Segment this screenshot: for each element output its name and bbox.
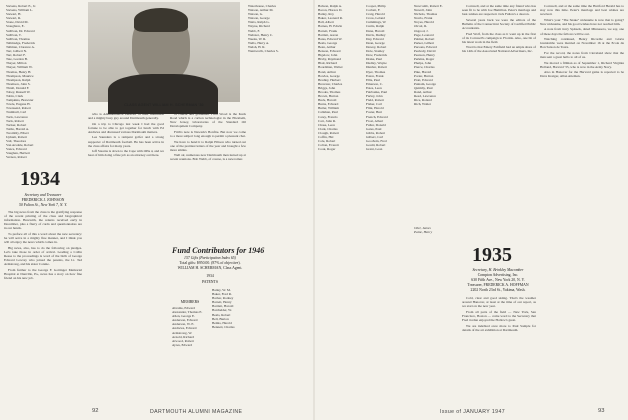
fund-contributor-name: Anderson, W. E. bbox=[172, 322, 195, 327]
fund-contributor-name: Atwood, Robert bbox=[172, 338, 194, 343]
contributor-name: Thrall, Donald F. bbox=[6, 85, 30, 90]
article-paragraph: Frith's note is Newark's Bonfire. But now we come to a more subject long enough to permit a pleasant chat. bbox=[170, 129, 246, 138]
contributor-name: Gibbs, Robert bbox=[366, 130, 386, 135]
contributor-name: Brewster, Charles bbox=[318, 81, 343, 86]
fund-contributor-name: Anderson, Edward bbox=[172, 318, 198, 323]
contributor-name: Bean, Arthur bbox=[318, 44, 336, 49]
contributor-name: Drake, Paul bbox=[366, 57, 383, 62]
contributor-name: Trumbull, Carl bbox=[6, 110, 27, 115]
article-paragraph: A note from Jerry Spitaels, dated Minnesota, we say, one of these days the fellows will be out. bbox=[540, 27, 624, 36]
contributor-name: Phelps, John bbox=[414, 61, 432, 66]
contributor-name: Barrett, Frank bbox=[318, 28, 338, 33]
contributor-name: Watson, G. bbox=[248, 12, 264, 17]
contributor-name: Cooper, Philip bbox=[366, 4, 386, 8]
contributor-name: Thomson, John S. bbox=[6, 81, 31, 86]
portrait-photo bbox=[88, 2, 240, 102]
contributor-name: Watson, Arthur M. bbox=[248, 8, 274, 13]
contributor-name: Tuck, Robert bbox=[6, 118, 24, 123]
article-paragraph: Big news, also, has to do the following on pledges. Let's take those in order of arrival. Leading a Collin Reese to the proceedings is word of the birth of George Edward Lowrey who joined the parents, the Lt. Ted Armstrong, and his sister Connie. bbox=[4, 245, 82, 267]
contributor-name: Clough, Robert bbox=[318, 130, 339, 135]
article-paragraph: Watching continued, Henry Ricordie and Gloria Gianlombo were married on November 16 at the Ecole du Bon Saison de Tours. bbox=[540, 37, 624, 50]
contributor-name: Palmer, Robert bbox=[414, 36, 435, 41]
contributor-name: Briggs, John bbox=[318, 85, 336, 90]
contributor-name: Parsons, Edward bbox=[414, 44, 437, 49]
article-paragraph: Also in Hanover for the Harvard game is reported to be Dave Kreiger, Allan Atteman. bbox=[540, 70, 624, 79]
article-paragraph: Word is that Emery Fairfield had an ample share of his 14th of the Associated National Advertisers, Inc. bbox=[462, 45, 536, 54]
fund-names-a bbox=[172, 306, 208, 404]
fund-contributor-name: Alexander, Thomas E. bbox=[172, 310, 203, 315]
contributor-name: Dole, Stanley bbox=[366, 49, 385, 54]
page-number-left: 92 bbox=[92, 408, 99, 414]
contributor-name: Watts, Ralph G. bbox=[248, 20, 270, 25]
article-column-left-4 bbox=[248, 80, 310, 404]
contributor-name: Clark, Charles bbox=[318, 126, 338, 131]
article-column-left-3 bbox=[170, 112, 246, 232]
contributor-name: Dow, Frederick bbox=[366, 53, 388, 58]
contributor-name: Butler, William bbox=[318, 106, 339, 111]
contributor-name: Bailey, Roy bbox=[318, 12, 334, 17]
fund-contributor-name: Ayres, Edward bbox=[172, 342, 193, 347]
contributor-name: Putnam, George bbox=[414, 81, 436, 86]
contributor-name: Tompkins, Brewster bbox=[6, 98, 34, 103]
contributor-name: Colton, Everett bbox=[318, 143, 339, 148]
contributor-name: Newcomb, Robert E. bbox=[414, 4, 443, 8]
memoriam-name: Ober, James bbox=[414, 226, 431, 230]
contributor-name: Frost, Albert bbox=[366, 118, 384, 123]
fund-contributor-name: Baker, Fred R. bbox=[212, 292, 232, 297]
contributor-name: Emerson, C. bbox=[366, 81, 383, 86]
article-paragraph: Cornwell, and at the same time the Hartford Herald has to stay now this time. Peter's marriage and best wishes are received. bbox=[540, 4, 624, 17]
contributor-name: Chase, Leon bbox=[318, 122, 335, 127]
contributor-name: Bartlett, Aaron bbox=[318, 32, 339, 37]
contributor-name: Rich, Walter bbox=[414, 102, 431, 107]
contributor-name: Bond, Arthur bbox=[318, 69, 336, 74]
memoriam-name: Paine, Henry bbox=[414, 230, 433, 235]
contributor-name: Sullivan, T. bbox=[6, 32, 22, 37]
contributor-name: Stevens, William L. bbox=[6, 8, 33, 13]
contributor-name: Field, Robert bbox=[366, 98, 384, 103]
contributor-name: Callahan, Paul bbox=[318, 110, 338, 115]
contributor-name: Sullivan, Dr. Edward bbox=[6, 28, 35, 33]
article-paragraph: For the record, the notes from Cleveland show that the man sent a great hello to all of us. bbox=[540, 50, 624, 60]
class-secretary-name: FREDERICK J. JOHNSON bbox=[21, 198, 65, 202]
article-paragraph: Cornwell, and at the same time any friend who has seen fit to be with Joe Hamilton. Peter's marriage and best-wishes are respected. Jack Fulton's a deacon. bbox=[462, 4, 536, 17]
contributor-name: Osgood, J. bbox=[414, 28, 429, 33]
fund-agent: WILLIAM H. SCHERMAN, Class Agent. bbox=[177, 266, 243, 270]
contributor-name: Thayer, Milton bbox=[6, 61, 27, 66]
patents-label: PATENTS bbox=[202, 280, 218, 284]
fund-contributor-name: Bell, Burton bbox=[212, 316, 229, 321]
contributor-name: Van Arsdale, Robert bbox=[6, 143, 34, 148]
contributor-list-right-2 bbox=[366, 4, 412, 408]
memoriam-list bbox=[414, 226, 460, 246]
contributor-list-right-3 bbox=[414, 4, 460, 224]
fund-contributor-name: Batchelder, W. bbox=[212, 308, 232, 313]
class-treasurer-1935: Treasurer, FREDERICK A. HOFFMAN bbox=[467, 283, 529, 287]
class-secretary-label: Secretary and Treasurer bbox=[24, 193, 62, 197]
contributor-name: Stewart, R. bbox=[6, 16, 22, 21]
class-address-1935: 630 Fifth Ave., New York 20, N. Y. bbox=[471, 278, 525, 282]
contributor-name: Stewart, H. bbox=[6, 12, 22, 17]
contributor-name: Welsh, H. R. bbox=[248, 44, 266, 49]
fund-contributor-name: Allen, George E. bbox=[172, 314, 195, 319]
contributor-name: Watson, George bbox=[248, 16, 270, 21]
fund-year: 1934 bbox=[206, 274, 214, 278]
members-label: MEMBERS bbox=[180, 300, 200, 304]
contributor-name: Bowles, George bbox=[318, 73, 340, 78]
contributor-name: Brooks, Thomas bbox=[318, 89, 341, 94]
contributor-name: Waterhouse, Charles bbox=[248, 4, 276, 8]
class-secretary-1935: Secretary, H. Brinkley Macomber bbox=[472, 268, 524, 272]
article-paragraph: Jeff Stearns is down to the Cape with OPA 4, and we hear of him doing a fine job as an attorney out there. bbox=[88, 149, 164, 158]
article-paragraph: Lee Saunders is a rampant golfer and a strong supporter of Dartmouth football. He has been active in the class affairs for many years. bbox=[88, 135, 164, 148]
article-paragraph: We are indebted once more to Paul Sample for details of the art exhibition at Dartmouth. bbox=[462, 323, 536, 332]
contributor-list-left-1 bbox=[6, 4, 68, 160]
contributor-name: Pearson, Henry bbox=[414, 53, 435, 58]
contributor-name: Vance, Edward bbox=[6, 147, 27, 152]
article-paragraph: Cold, clear and good skiing. That's the weather around Hanover, at least at the time of our report, as we start on the new year. bbox=[462, 296, 536, 309]
contributor-name: Stevens, Robert E., Jr. bbox=[6, 4, 37, 8]
contributor-name: Estes, Leon bbox=[366, 85, 382, 90]
contributor-name: Davis, Dudley bbox=[366, 32, 386, 37]
article-paragraph: From further to the George F. Gottinger Memorial Hospital at Danville, Pa., news has a story on how fine friend on his new job. bbox=[4, 267, 82, 280]
fund-contributor-name: Bennett, Charles bbox=[212, 324, 235, 329]
contributor-name: Carr, John R. bbox=[318, 118, 336, 123]
contributor-name: Upham, Robert bbox=[6, 135, 27, 139]
fund-names-b bbox=[212, 288, 248, 404]
contributor-name: Dana, Harold bbox=[366, 28, 385, 33]
contributor-name: Craig, Harold bbox=[366, 12, 385, 17]
contributor-name: Porter, Burton bbox=[414, 73, 434, 78]
fund-contributor-name: Andrews, Edward bbox=[172, 326, 197, 331]
fund-contributor-name: Bartlett, Harold bbox=[212, 304, 234, 309]
contributor-name: Fairbanks, Paul bbox=[366, 89, 388, 94]
contributor-name: Benson, Edward bbox=[318, 49, 341, 54]
article-paragraph: Well sir, numerous new Dartmouth men turned up at recent reunions. Bob Webb, of course, is a newcomer. bbox=[170, 153, 246, 162]
contributor-name: Cole, Robert bbox=[318, 139, 336, 144]
magazine-footer-left: DARTMOUTH ALUMNI MAGAZINE bbox=[150, 409, 243, 415]
contributor-name: Buck, Harold bbox=[318, 98, 337, 103]
fund-contributor-name: Barrett, Henry bbox=[212, 300, 232, 305]
contributor-name: Ellis, Paul bbox=[366, 77, 380, 82]
article-column-right-5 bbox=[540, 4, 624, 404]
contributor-name: Thompson, Ralph bbox=[6, 77, 31, 82]
contributor-name: Thayer, William W. bbox=[6, 65, 33, 70]
contributor-name: Bates, Edward W. bbox=[318, 36, 343, 41]
contributor-name: Tobey, Russell W. bbox=[6, 89, 31, 94]
contributor-name: Newell, John bbox=[414, 8, 432, 13]
magazine-footer-right: Issue of JANUARY 1947 bbox=[440, 409, 506, 415]
article-column-left-lower bbox=[4, 210, 82, 404]
contributor-name: Fuller, Donald bbox=[366, 122, 386, 127]
article-paragraph: We have to hand it to Ralph Ellison who turned out one of the prettiest letters of the year and brought a few more smiles. bbox=[170, 139, 246, 152]
contributor-name: Grant, Leon bbox=[366, 147, 383, 152]
contributor-name: Norris, Frank bbox=[414, 16, 433, 21]
contributor-name: Gilbert, Carl bbox=[366, 135, 384, 139]
contributor-name: Bixby, Raymond bbox=[318, 57, 341, 62]
article-paragraph: To preface all of this a word about the new secretary: he will serve in a mighty fine manner, and I think you will all enjoy the news which comes in. bbox=[4, 231, 82, 245]
contributor-name: Baker, Leonard R. bbox=[318, 16, 343, 21]
contributor-name: Wentworth, Charles S. bbox=[248, 49, 279, 54]
contributor-name: Nichols, Thomas bbox=[414, 12, 438, 17]
page-gutter bbox=[313, 0, 315, 420]
contributor-name: Stone, David M. bbox=[6, 20, 29, 25]
contributor-name: Tobin, Clark bbox=[6, 94, 24, 99]
contributor-name: Tuttle, Harold A. bbox=[6, 126, 30, 131]
article-paragraph: of course and graduates. Frith Wood is the Kuck Road which is a carbon technologist in the Elizabeth, New Jersey, laboratories of the Standard Oil Development Company. bbox=[170, 112, 246, 129]
article-column-right-4 bbox=[462, 4, 536, 240]
contributor-name: Pike, Harold bbox=[414, 69, 432, 74]
contributor-name: French, Edward bbox=[366, 114, 388, 119]
contributor-name: Page, Leonard bbox=[414, 32, 434, 37]
contributor-name: Farley, John bbox=[366, 94, 383, 99]
contributor-name: Towle, Eugene H. bbox=[6, 102, 31, 107]
contributor-name: Carey, Francis bbox=[318, 114, 338, 119]
contributor-name: Day, Edward bbox=[366, 36, 384, 41]
contributor-list-left-2 bbox=[248, 4, 310, 74]
class-year-heading: 1934 bbox=[20, 168, 60, 190]
contributor-name: Boardman, Walter bbox=[318, 65, 343, 70]
article-column-left-2 bbox=[88, 112, 164, 292]
contributor-name: Blair, Richard bbox=[318, 61, 338, 66]
contributor-name: Thomas, Henry H. bbox=[6, 69, 32, 74]
contributor-name: Dunbar, Robert bbox=[366, 65, 387, 70]
fund-contributor-name: Beals, Robert bbox=[212, 312, 231, 317]
photo-caption: CLASS AGENT WILLIAM H. SCHERMAN '36 bbox=[124, 103, 204, 107]
contributor-name: Foster, Burt bbox=[366, 110, 383, 115]
contributor-name: Barnes, H. Edwin bbox=[318, 24, 343, 29]
contributor-name: Webster, Henry C. bbox=[248, 32, 274, 37]
contributor-name: Dean, George bbox=[366, 40, 385, 45]
page-number-right: 93 bbox=[598, 408, 605, 414]
contributor-name: Coffin, Hal bbox=[318, 135, 334, 139]
contributor-name: Peabody, David bbox=[414, 49, 436, 54]
contributor-name: Tucker, Robert bbox=[6, 122, 27, 127]
fund-contributor-name: Arnold, Richard bbox=[172, 334, 195, 339]
contributor-name: Webb, F. bbox=[248, 28, 260, 33]
contributor-name: Quimby, Paul bbox=[414, 85, 433, 90]
fund-contributor-name: Armstrong, W. bbox=[172, 330, 193, 335]
contributor-name: Parker, Gilbert bbox=[414, 40, 435, 45]
contributor-name: Weeks, W. R. bbox=[248, 36, 267, 41]
contributor-name: Bacon, Horace D. bbox=[318, 8, 343, 13]
class-secretary-address: 50 Fulton St., New York 7, N. Y. bbox=[18, 203, 68, 207]
fund-contributor-name: Bemis, Harold bbox=[212, 320, 232, 325]
fund-contributor-name: Bailey, W. M. bbox=[212, 288, 231, 292]
contributor-name: Bradley, Herbert bbox=[318, 77, 341, 82]
fund-total: Total gifts: $950.00. (87% of objective). bbox=[179, 261, 241, 265]
article-paragraph: Several years back we were the editors of the Bulletin of the Connecticut Society of Certified Public Accountants. bbox=[462, 17, 536, 30]
contributor-name: Beals, George bbox=[318, 40, 338, 45]
contributor-name: Tarr, Gilbert N. bbox=[6, 49, 27, 54]
contributor-name: Dyer, Thomas bbox=[366, 69, 386, 74]
contributor-name: Gates, Paul bbox=[366, 126, 382, 131]
contributor-name: Olcott, R. bbox=[414, 24, 428, 29]
contributor-name: Reed, Lawrence bbox=[414, 94, 437, 99]
contributor-name: Tarr, Robert F. bbox=[6, 53, 26, 58]
contributor-name: Tallmadge, Frederick bbox=[6, 40, 35, 45]
contributor-name: Thompson, Maurice bbox=[6, 73, 34, 78]
fund-contributor-name: Abrams, Edward bbox=[172, 306, 195, 310]
contributor-name: Stoughton, E. bbox=[6, 24, 25, 29]
contributor-name: Vaughan, Herbert bbox=[6, 151, 30, 156]
article-paragraph: The big news from the class is the gratifying response of the recent printing of the class and biographical information. Herewith, the returns received early in December, plus a flurry of cards and questionnaires are in our hands. bbox=[4, 210, 82, 231]
contributor-name: Bigelow, John bbox=[318, 53, 338, 58]
contributor-name: Burns, Edward bbox=[318, 102, 339, 107]
article-paragraph: We moved a fillman as of September 1, Richard Virginia Holland, Harvard '35, who is now in the Army Navy. bbox=[540, 60, 624, 69]
article-column-right-3-lower bbox=[462, 296, 536, 404]
fund-participation: 157 Gifts (Participation Index 65) bbox=[184, 256, 236, 260]
article-column-left-2-lower bbox=[88, 296, 164, 404]
contributor-name: Noyes, Harold bbox=[414, 20, 434, 25]
contributor-name: Cummings, W. bbox=[366, 20, 387, 25]
contributor-name: Townsend, Robert bbox=[6, 106, 31, 111]
fund-contributor-name: Barber, Rodney bbox=[212, 296, 234, 301]
contributor-list-right-1 bbox=[318, 4, 364, 408]
contributor-name: Pierce, Charles bbox=[414, 65, 435, 70]
contributor-name: Wayne, Richard bbox=[248, 24, 270, 29]
article-paragraph: What's your "The Snake" nickname is now that is going? New nickname, and his good wishes have not reached him. bbox=[540, 17, 624, 26]
contributor-name: Cook, Roger bbox=[318, 147, 336, 152]
contributor-name: Tate, Gordon B. bbox=[6, 57, 28, 62]
contributor-name: Dudley, Wayne bbox=[366, 61, 387, 66]
contributor-name: Sullivan, Thomas bbox=[6, 36, 30, 41]
contributor-name: Dewey, Robert bbox=[366, 44, 387, 49]
contributor-name: Fisher, Carl bbox=[366, 102, 382, 107]
contributor-name: Tuck, Lawrence bbox=[6, 114, 28, 119]
contributor-name: Pratt, Edward bbox=[414, 77, 433, 82]
contributor-name: Cross, Leland bbox=[366, 16, 385, 21]
contributor-name: Ball, Albert bbox=[318, 20, 334, 25]
contributor-name: Babson, Ralph A. bbox=[318, 4, 342, 8]
contributor-name: Corbett, F. bbox=[366, 8, 381, 13]
contributor-name: Rice, Roland bbox=[414, 98, 432, 103]
contributor-name: Flint, Harold bbox=[366, 106, 384, 111]
contributor-name: Gould, Robert bbox=[366, 143, 386, 148]
contributor-name: Brown, Burton bbox=[318, 94, 339, 99]
article-paragraph: On a trip to Chicago last week I had the good fortune to be able to get together for lunch with Ed Andrews and discussed various Dartmouth matters. bbox=[88, 121, 164, 134]
contributor-name: Tallman, Clarence A. bbox=[6, 44, 35, 49]
contributor-name: Vernon, Robert bbox=[6, 155, 27, 160]
contributor-name: Vail, Theodore bbox=[6, 139, 27, 144]
contributor-name: Perkins, Roger bbox=[414, 57, 435, 62]
article-paragraph: who is Administrative Director of their institution and a mighty busy guy around Dartmouth generally. bbox=[88, 112, 164, 121]
class-year-heading-1935: 1935 bbox=[472, 244, 512, 266]
contributor-name: Wells, Harry A. bbox=[248, 40, 270, 45]
article-paragraph: Fred Wolf, from the class as it went up in the first of its Cornwell's campaign to Florida. Also, one bit of his latest work in the field. bbox=[462, 31, 536, 44]
contributor-name: Curtis, Ralph bbox=[366, 24, 385, 29]
contributor-name: Goodwin, Fred bbox=[366, 139, 387, 144]
contributor-name: Rand, Arthur bbox=[414, 89, 432, 94]
article-paragraph: From all parts of the field — New York, San Francisco, Boston — come word to the Secretary that Fred Jordan enjoyed the Hollow's great. bbox=[462, 309, 536, 322]
contributor-name: Twombly, Elbert bbox=[6, 130, 29, 135]
fund-contributors-title: Fund Contributors for 1946 bbox=[172, 246, 265, 255]
class-company-1935: Compton Advertising, Inc. bbox=[477, 273, 519, 277]
class-treasurer-address-1935: 2202 North 23rd St., Yakima, Wash. bbox=[470, 288, 526, 292]
contributor-name: Eaton, Frank bbox=[366, 73, 384, 78]
